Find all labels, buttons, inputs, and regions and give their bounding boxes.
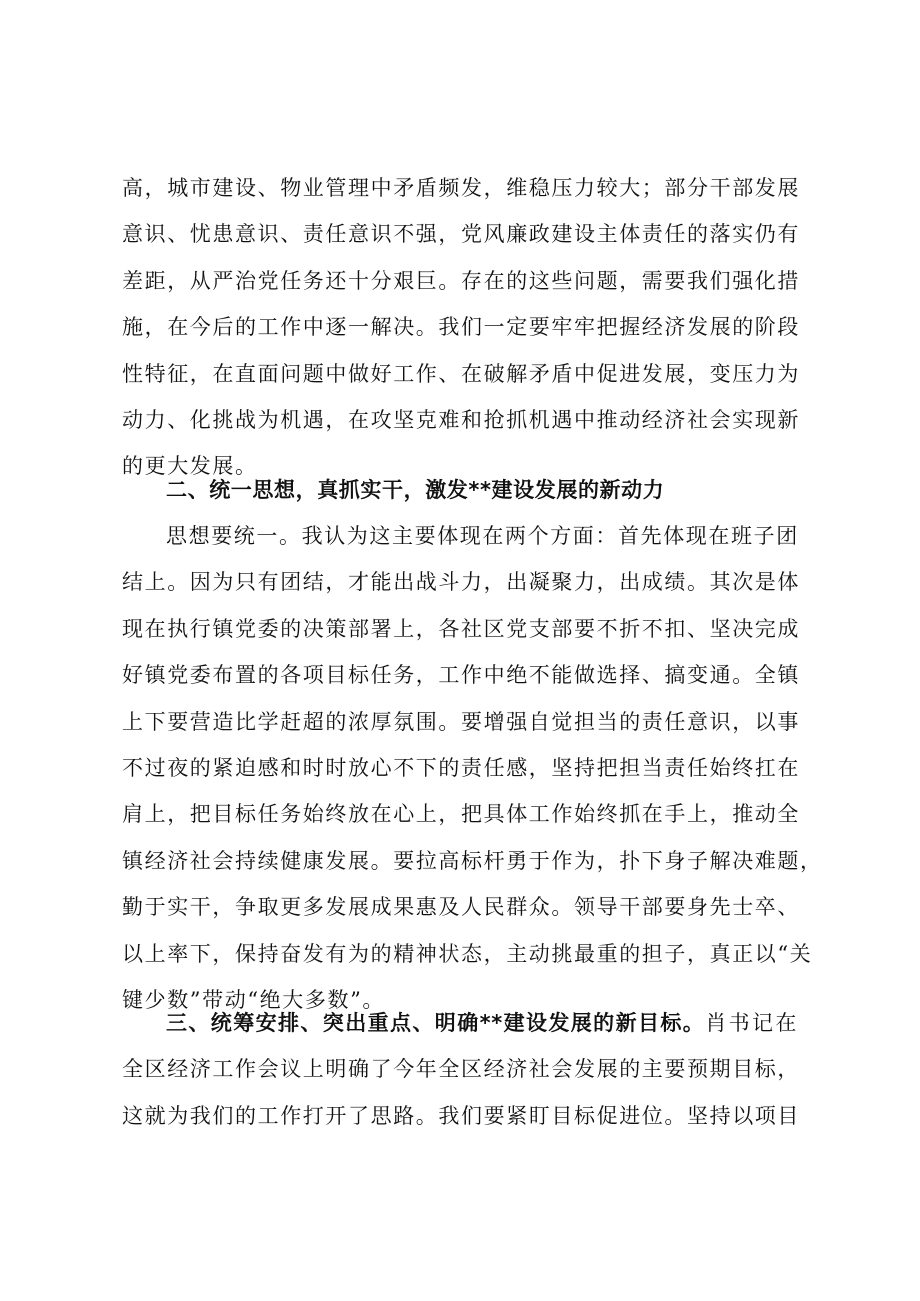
section-3	[122, 1000, 798, 1139]
text-line: 性特征，在直面问题中做好工作、在破解矛盾中促进发展，变压力为	[122, 361, 800, 386]
text-line: 意识、忧患意识、责任意识不强，党风廉政建设主体责任的落实仍有	[122, 222, 800, 247]
text-line: 动力、化挑战为机遇，在攻坚克难和抢抓机遇中推动经济社会实现新	[122, 407, 800, 432]
text-line: 的更大发展。	[122, 454, 258, 479]
text-line: 差距，从严治党任务还十分艰巨。存在的这些问题，需要我们强化措	[122, 268, 800, 293]
section-2	[122, 467, 798, 513]
text-line: 这就为我们的工作打开了思路。我们要紧盯目标促进位。坚持以项目	[122, 1103, 800, 1128]
section-2-body	[122, 513, 823, 1023]
text-line: 现在执行镇党委的决策部署上，各社区党支部要不折不扣、坚决完成	[122, 616, 800, 641]
text-line: 全区经济工作会议上明确了今年全区经济社会发展的主要预期目标，	[122, 1057, 800, 1082]
text-line: 勤于实干，争取更多发展成果惠及人民群众。领导干部要身先士卒、	[122, 895, 800, 920]
text-line: 上下要营造比学赶超的浓厚氛围。要增强自觉担当的责任意识，以事	[122, 709, 800, 734]
text-line: 不过夜的紧迫感和时时放心不下的责任感，坚持把担当责任始终扛在	[122, 755, 800, 780]
text-line: 思想要统一。我认为这主要体现在两个方面：首先体现在班子团	[166, 524, 799, 548]
text-line: 肩上，把目标任务始终放在心上，把具体工作始终抓在手上，推动全	[122, 802, 800, 827]
text-line: 高，城市建设、物业管理中矛盾频发，维稳压力较大；部分干部发展	[122, 176, 800, 200]
text-line: 施，在今后的工作中逐一解决。我们一定要牢牢把握经济发展的阶段	[122, 315, 800, 340]
text-line: 键少数”带动“绝大多数”。	[122, 987, 386, 1012]
paragraph-continuation	[122, 165, 798, 490]
section-heading-tail: 肖书记在	[705, 1011, 798, 1035]
section-heading-line	[122, 1000, 798, 1046]
text-line: 结上。因为只有团结，才能出战斗力，出凝聚力，出成绩。其次是体	[122, 570, 800, 595]
section-heading: 三、统筹安排、突出重点、明确**建设发展的新目标。	[166, 1011, 706, 1035]
text-line: 好镇党委布置的各项目标任务，工作中绝不能做选择、搞变通。全镇	[122, 663, 800, 688]
section-heading: 二、统一思想，真抓实干，激发**建设发展的新动力	[166, 478, 665, 502]
text-line: 镇经济社会持续健康发展。要拉高标杆勇于作为，扑下身子解决难题，	[122, 848, 823, 873]
text-line: 以上率下，保持奋发有为的精神状态，主动挑最重的担子，真正以“关	[122, 941, 813, 966]
